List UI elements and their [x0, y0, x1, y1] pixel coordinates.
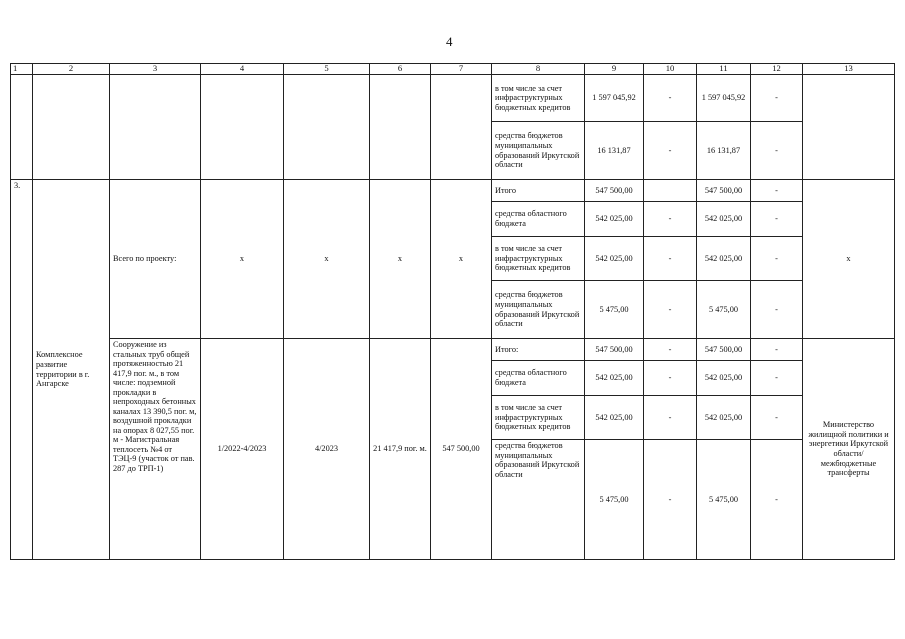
column-number: 3 [110, 64, 201, 75]
column-number: 9 [585, 64, 644, 75]
cell-x: х [431, 180, 492, 339]
responsible-body: Министерство жилищной политики и энергетики Иркутской области/ межбюджетные трансферты [803, 339, 895, 560]
column-number: 8 [492, 64, 585, 75]
object-cost: 547 500,00 [431, 339, 492, 560]
amount-cell: 547 500,00 [697, 339, 751, 361]
amount-cell: - [751, 75, 803, 122]
amount-cell: - [644, 440, 697, 560]
amount-cell: - [751, 237, 803, 281]
object-capacity: 21 417,9 пог. м. [370, 339, 431, 560]
table-row [11, 180, 895, 202]
column-number: 7 [431, 64, 492, 75]
amount-cell: 542 025,00 [697, 202, 751, 237]
column-number: 4 [201, 64, 284, 75]
object-description: Сооружение из стальных труб общей протяженностью 21 417,9 пог. м., в том числе: подземной прокладки в непроходных бетонных каналах 13 390,5 пог. м, воздушной прокладки на опорах 8 027,55 пог. м - Магистральная теплосеть №4 от ТЭЦ-9 (участок от пав. 287 до ТРП-1) [110, 339, 201, 560]
column-number-row [11, 64, 895, 75]
amount-cell: - [644, 202, 697, 237]
amount-cell: - [644, 122, 697, 180]
amount-cell: 5 475,00 [585, 440, 644, 560]
column-number: 2 [33, 64, 110, 75]
amount-cell: - [751, 361, 803, 396]
table-row [11, 339, 895, 361]
amount-cell: 542 025,00 [697, 237, 751, 281]
amount-cell: 16 131,87 [697, 122, 751, 180]
amount-cell: 5 475,00 [585, 281, 644, 339]
amount-cell: - [644, 237, 697, 281]
table-row [11, 75, 895, 122]
page-number: 4 [446, 34, 453, 49]
amount-cell: - [644, 281, 697, 339]
project-total-label: Всего по проекту: [110, 180, 201, 339]
funding-source: средства бюджетов муниципальных образований Иркутской области [492, 440, 585, 560]
amount-cell: 5 475,00 [697, 281, 751, 339]
amount-cell [644, 180, 697, 202]
funding-source: средства областного бюджета [492, 361, 585, 396]
amount-cell: 16 131,87 [585, 122, 644, 180]
funding-source: средства областного бюджета [492, 202, 585, 237]
item-number: 3. [11, 180, 33, 560]
column-number: 12 [751, 64, 803, 75]
funding-source: Итого [492, 180, 585, 202]
amount-cell: - [751, 180, 803, 202]
cell-x: х [201, 180, 284, 339]
amount-cell: - [751, 122, 803, 180]
amount-cell: 547 500,00 [585, 180, 644, 202]
column-number: 10 [644, 64, 697, 75]
amount-cell: - [751, 396, 803, 440]
column-number: 13 [803, 64, 895, 75]
amount-cell: 547 500,00 [585, 339, 644, 361]
funding-source: в том числе за счет инфраструктурных бюджетных кредитов [492, 237, 585, 281]
column-number: 6 [370, 64, 431, 75]
budget-table [10, 63, 895, 560]
funding-source: Итого: [492, 339, 585, 361]
amount-cell: 542 025,00 [585, 237, 644, 281]
column-number: 5 [284, 64, 370, 75]
amount-cell: 542 025,00 [697, 396, 751, 440]
column-number: 1 [11, 64, 33, 75]
amount-cell: 547 500,00 [697, 180, 751, 202]
amount-cell: - [751, 281, 803, 339]
amount-cell: - [644, 396, 697, 440]
amount-cell: 1 597 045,92 [585, 75, 644, 122]
funding-source: в том числе за счет инфраструктурных бюджетных кредитов [492, 75, 585, 122]
amount-cell: 542 025,00 [585, 396, 644, 440]
amount-cell: - [751, 440, 803, 560]
amount-cell: - [644, 75, 697, 122]
amount-cell: 1 597 045,92 [697, 75, 751, 122]
amount-cell: - [644, 339, 697, 361]
funding-source: в том числе за счет инфраструктурных бюджетных кредитов [492, 396, 585, 440]
funding-source: средства бюджетов муниципальных образований Иркутской области [492, 281, 585, 339]
commissioning-date: 4/2023 [284, 339, 370, 560]
column-number: 11 [697, 64, 751, 75]
amount-cell: - [644, 361, 697, 396]
cell-x: х [803, 180, 895, 339]
amount-cell: - [751, 339, 803, 361]
amount-cell: - [751, 202, 803, 237]
amount-cell: 542 025,00 [585, 202, 644, 237]
funding-source: средства бюджетов муниципальных образований Иркутской области [492, 122, 585, 180]
implementation-period: 1/2022-4/2023 [201, 339, 284, 560]
item-name: Комплексное развитие территории в г. Ангарске [33, 180, 110, 560]
amount-cell: 542 025,00 [697, 361, 751, 396]
amount-cell: 542 025,00 [585, 361, 644, 396]
amount-cell: 5 475,00 [697, 440, 751, 560]
cell-x: х [284, 180, 370, 339]
cell-x: х [370, 180, 431, 339]
